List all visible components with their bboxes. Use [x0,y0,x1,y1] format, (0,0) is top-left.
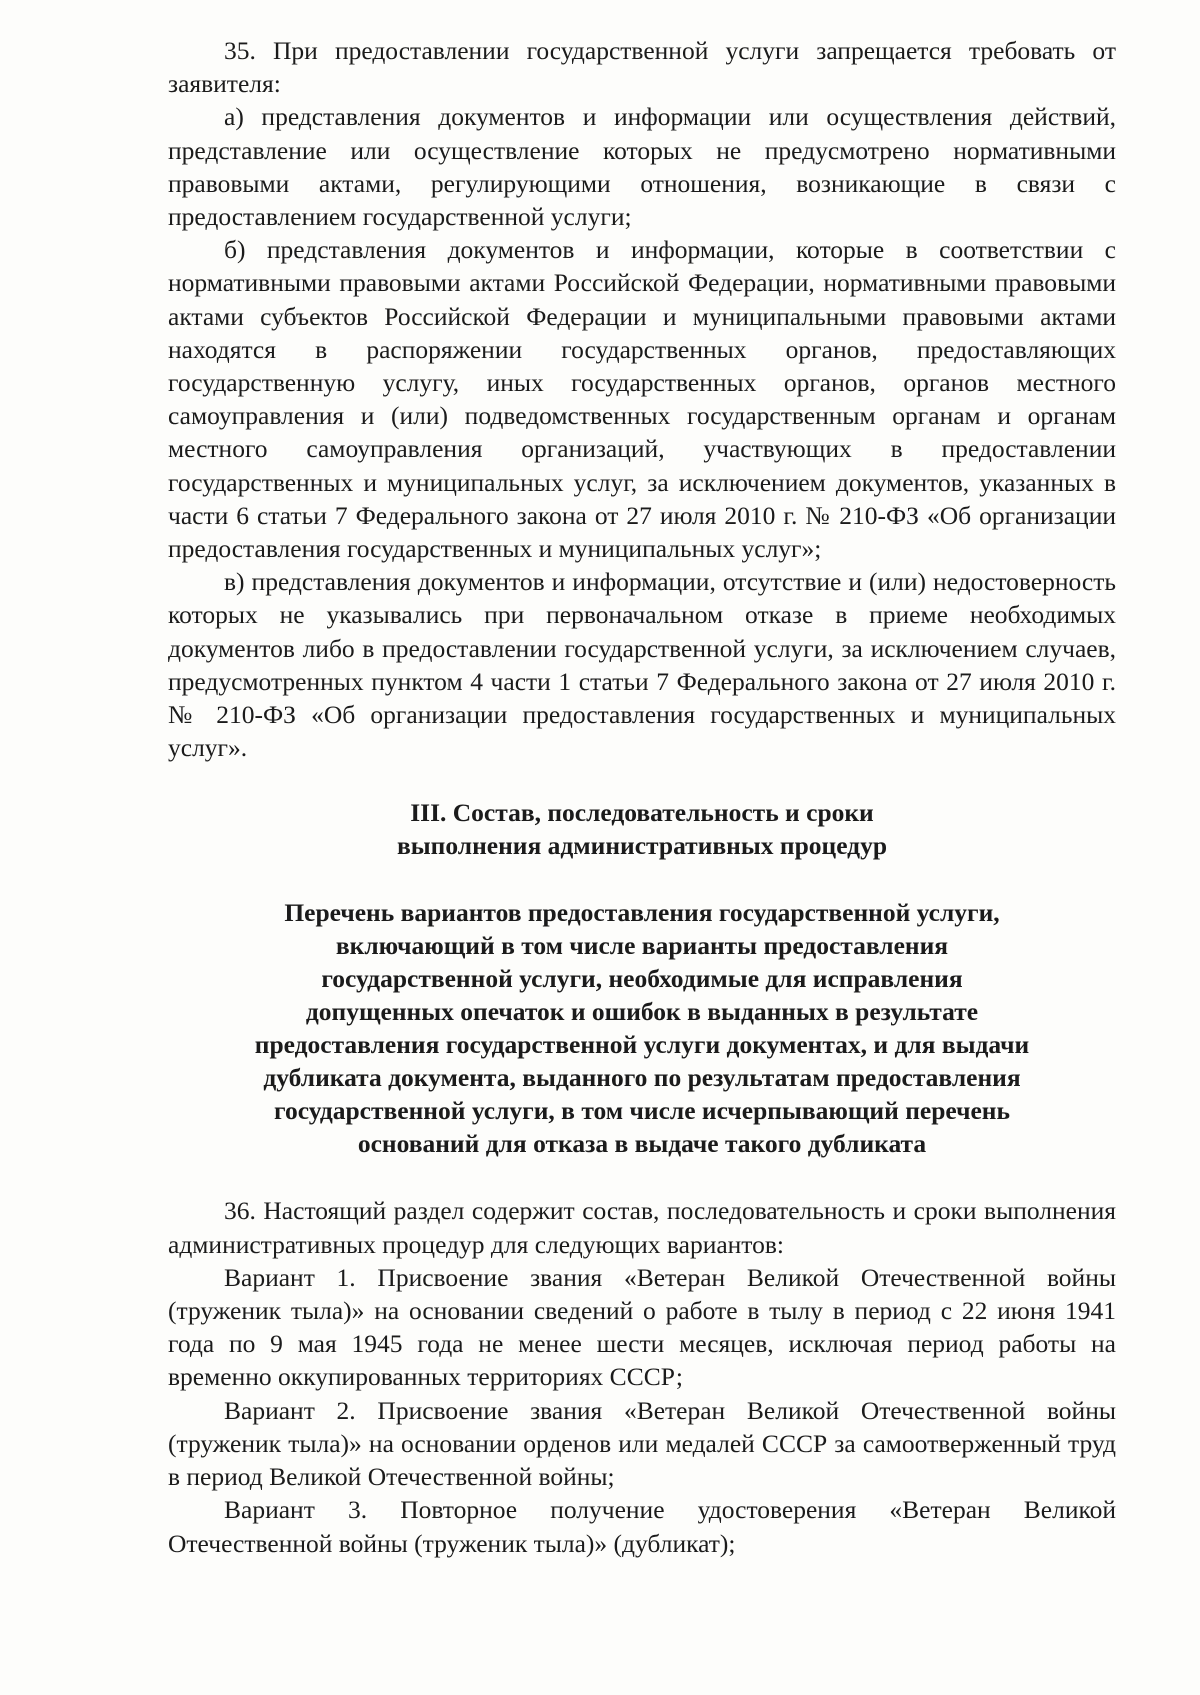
paragraph-35-item-a: а) представления документов и информации или осуществления действий, представление или осуществление которых не предусмотрено нормативными правовыми актами, регулирующими отношения, возникающие в связи с предоставлением государственной услуги; [168,102,1116,232]
subsection-heading-line: государственной услуги, в том числе исчерпывающий перечень [274,1096,1010,1126]
paragraph-35-item-b: б) представления документов и информации, которые в соответствии с нормативными правовыми актами Российской Федерации, нормативными правовыми актами субъектов Российской Федерации и муниципальными правовыми актами находятся в распоряжении государственных органов, предоставляющих государственную услугу, иных государственных органов, органов местного самоуправления и (или) подведомственных государственным органам и органам местного самоуправления организаций, участвующих в предоставлении государственных и муниципальных услуг, за исключением документов, указанных в части 6 статьи 7 Федерального закона от 27 июля 2010 г. № 210-ФЗ «Об организации предоставления государственных и муниципальных услуг»; [168,235,1116,564]
variant-3: Вариант 3. Повторное получение удостоверения «Ветеран Великой Отечественной войны (труженик тыла)» (дубликат); [168,1495,1116,1558]
variant-2: Вариант 2. Присвоение звания «Ветеран Великой Отечественной войны (труженик тыла)» на основании орденов или медалей СССР за самоотверженный труд в период Великой Отечественной войны; [168,1395,1116,1492]
paragraph-35-intro: 35. При предоставлении государственной услуги запрещается требовать от заявителя: [168,36,1116,99]
paragraph-35-item-v: в) представления документов и информации, отсутствие и (или) недостоверность которых не указывались при первоначальном отказе в приеме необходимых документов либо в предоставлении государственной услуги, за исключением случаев, предусмотренных пунктом 4 части 1 статьи 7 Федерального закона от 27 июля 2010 г. № 210-ФЗ «Об организации предоставления государственных и муниципальных услуг». [168,567,1116,763]
subsection-heading-line: Перечень вариантов предоставления государственной услуги, [284,898,1000,928]
paragraph-36-intro: 36. Настоящий раздел содержит состав, последовательность и сроки выполнения административных процедур для следующих вариантов: [168,1196,1116,1259]
subsection-heading-line: государственной услуги, необходимые для исправления [321,964,963,994]
variant-1: Вариант 1. Присвоение звания «Ветеран Великой Отечественной войны (труженик тыла)» на основании сведений о работе в тылу в период с 22 июня 1941 года по 9 мая 1945 года не менее шести месяцев, исключая период работы на временно оккупированных территориях СССР; [168,1262,1116,1392]
spacer [168,1160,1116,1194]
section-heading-line-2: выполнения административных процедур [396,831,888,861]
subsection-heading-line: оснований для отказа в выдаче такого дубликата [357,1129,927,1159]
section-heading-line-1: III. Состав, последовательность и сроки [410,798,874,828]
section-heading [168,796,1116,862]
subsection-heading [168,896,1116,1160]
subsection-heading-line: допущенных опечаток и ошибок в выданных в результате [305,997,979,1027]
document-body [168,34,1116,1560]
subsection-heading-line: дубликата документа, выданного по результатам предоставления [263,1063,1021,1093]
subsection-heading-line: предоставления государственной услуги документах, и для выдачи [254,1030,1030,1060]
subsection-heading-line: включающий в том числе варианты предоставления [335,931,949,961]
